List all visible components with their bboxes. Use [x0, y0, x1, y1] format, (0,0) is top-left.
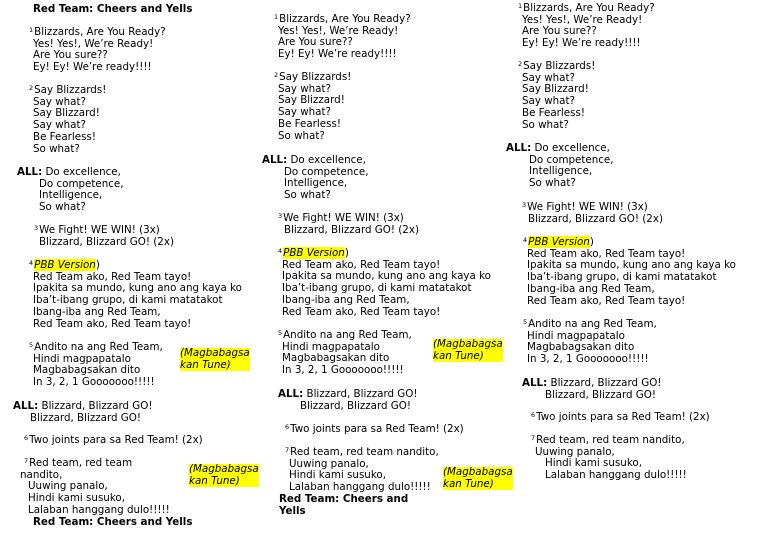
- cheer-2-col3: $^2$Say Blizzards! Say what? Say Blizzard! Say what? Be Fearless! So what?: [518, 60, 596, 131]
- all-block-1: ALL: Do excellence, Do competence, Intelligence, So what?: [17, 166, 124, 214]
- tune-note-3: (Magbabagsa kan Tune): [433, 338, 503, 362]
- all-block-2-col2: ALL: Blizzard, Blizzard GO! Blizzard, Blizzard GO!: [278, 388, 418, 412]
- tune-note-2: (Magbabagsa kan Tune): [189, 463, 259, 487]
- cheer-5-col2: $^5$Andito na ang Red Team, Hindi magpapatalo Magbabagsakan dito In 3, 2, 1 Gooooooo!!!!!: [278, 329, 412, 377]
- cheer-1-col3: $^1$Blizzards, Are You Ready? Yes! Yes!, We’re Ready! Are You sure?? Ey! Ey! We’re ready!!!!: [518, 2, 655, 50]
- footer-title-1: Red Team: Cheers and Yells: [33, 516, 193, 528]
- tune-note-1: (Magbabagsa kan Tune): [180, 347, 250, 371]
- cheer-3-col3: $^3$We Fight! WE WIN! (3x) Blizzard, Blizzard GO! (2x): [522, 201, 663, 225]
- cheer-5-col3: $^5$Andito na ang Red Team, Hindi magpapatalo Magbabagsakan dito In 3, 2, 1 Gooooooo!!!!!: [523, 318, 657, 366]
- all-block-1-col2: ALL: Do excellence, Do competence, Intelligence, So what?: [262, 154, 369, 202]
- tune-note-4: (Magbabagsa kan Tune): [443, 466, 513, 490]
- cheer-7-col3: $^7$Red team, red team nandito, Uuwing panalo, Hindi kami susuko, Lalaban hanggang dulo!!!!!: [531, 434, 687, 482]
- all-block-1-col3: ALL: Do excellence, Do competence, Intelligence, So what?: [506, 142, 614, 190]
- cheer-2-col2: $^2$Say Blizzards! Say what? Say Blizzard! Say what? Be Fearless! So what?: [274, 71, 352, 142]
- all-block-2: ALL: Blizzard, Blizzard GO! Blizzard, Blizzard GO!: [13, 400, 153, 424]
- page-title: Red Team: Cheers and Yells: [33, 3, 193, 15]
- cheer-7: $^7$Red team, red team nandito, Uuwing panalo, Hindi kami susuko, Lalaban hanggang dulo!!!!!: [20, 457, 170, 516]
- cheer-6-col2: $^6$Two joints para sa Red Team! (2x): [285, 423, 464, 435]
- cheer-2: $^2$Say Blizzards! Say what? Say Blizzard! Say what? Be Fearless! So what?: [29, 84, 107, 155]
- cheer-4: $^4$PBB Version) Red Team ako, Red Team tayo! Ipakita sa mundo, kung ano ang kaya ko Iba’t-ibang grupo, di kami matatakot Ibang-iba ang Red Team, Red Team ako, Red Team tayo!: [29, 259, 242, 330]
- cheer-1-col2: $^1$Blizzards, Are You Ready? Yes! Yes!, We’re Ready! Are You sure?? Ey! Ey! We’re ready!!!!: [274, 13, 411, 61]
- cheer-4-col3: $^4$PBB Version) Red Team ako, Red Team tayo! Ipakita sa mundo, kung ano ang kaya ko Iba’t-ibang grupo, di kami matatakot Ibang-iba ang Red Team, Red Team ako, Red Team tayo!: [523, 236, 736, 307]
- cheer-5: $^5$Andito na ang Red Team, Hindi magpapatalo Magbabagsakan dito In 3, 2, 1 Gooooooo!!!!!: [29, 341, 163, 389]
- footer-title-2: Red Team: Cheers and Yells: [279, 493, 409, 517]
- cheer-6: $^6$Two joints para sa Red Team! (2x): [24, 434, 203, 446]
- cheer-3-col2: $^3$We Fight! WE WIN! (3x) Blizzard, Blizzard GO! (2x): [278, 212, 419, 236]
- all-block-2-col3: ALL: Blizzard, Blizzard GO! Blizzard, Blizzard GO!: [522, 377, 662, 401]
- cheer-3: $^3$We Fight! WE WIN! (3x) Blizzard, Blizzard GO! (2x): [34, 224, 174, 248]
- cheer-4-col2: $^4$PBB Version) Red Team ako, Red Team tayo! Ipakita sa mundo, kung ano ang kaya ko Iba’t-ibang grupo, di kami matatakot Ibang-iba ang Red Team, Red Team ako, Red Team tayo!: [278, 247, 491, 318]
- cheer-1: $^1$Blizzards, Are You Ready? Yes! Yes!, We’re Ready! Are You sure?? Ey! Ey! We’re ready!!!!: [29, 26, 166, 74]
- cheer-7-col2: $^7$Red team, red team nandito, Uuwing panalo, Hindi kami susuko, Lalaban hanggang dulo!!!!!: [285, 446, 439, 494]
- cheer-6-col3: $^6$Two joints para sa Red Team! (2x): [531, 411, 710, 423]
